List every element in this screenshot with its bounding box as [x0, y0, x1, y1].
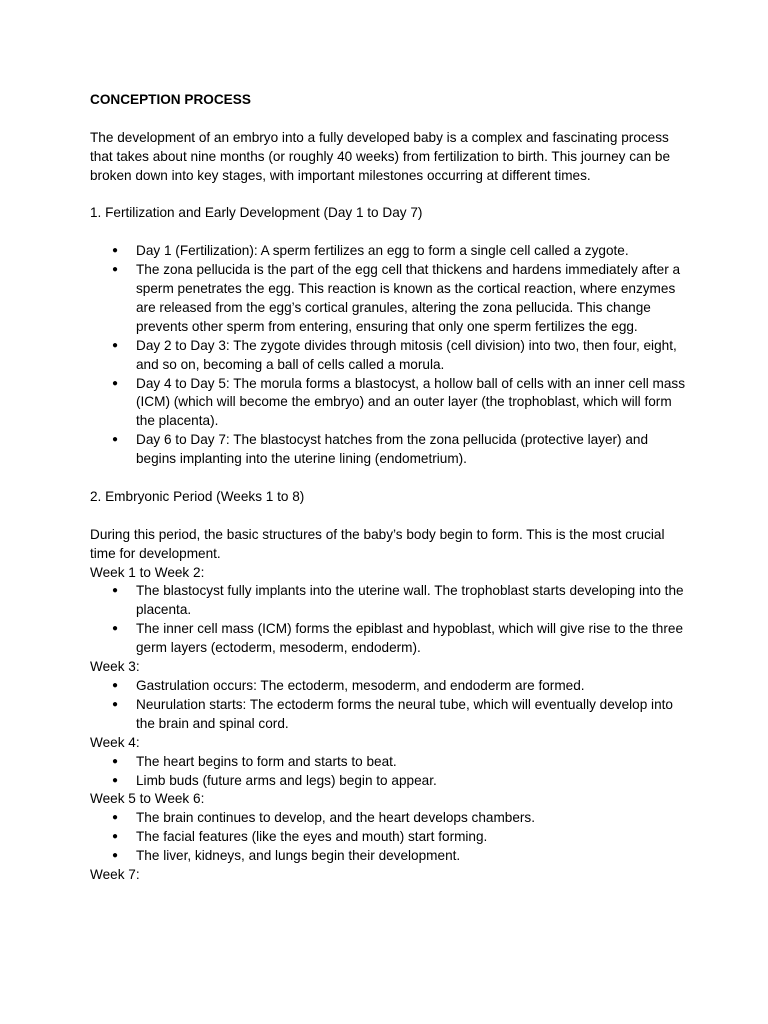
list-item: ● The liver, kidneys, and lungs begin their development.: [90, 847, 690, 866]
week-label: Week 4:: [90, 734, 140, 750]
list-item: ● Neurulation starts: The ectoderm forms the neural tube, which will eventually develop into the brain and spinal cord.: [90, 696, 690, 734]
week-label: Week 3:: [90, 659, 140, 675]
list-item: ● The heart begins to form and starts to beat.: [90, 753, 690, 772]
week-label: Week 7:: [90, 867, 140, 883]
list-item: ● Gastrulation occurs: The ectoderm, mesoderm, and endoderm are formed.: [90, 677, 690, 696]
week-list: [90, 753, 690, 791]
week-list: [90, 809, 690, 866]
week-list: [90, 582, 690, 658]
week-label: Week 5 to Week 6:: [90, 791, 205, 807]
section1-list: [90, 242, 690, 469]
list-item: ● Limb buds (future arms and legs) begin to appear.: [90, 772, 690, 791]
list-item: ● The facial features (like the eyes and mouth) start forming.: [90, 828, 690, 847]
week-list: [90, 677, 690, 734]
list-item: ● Day 6 to Day 7: The blastocyst hatches from the zona pellucida (protective layer) and begins implanting into the uterine lining (endometrium).: [90, 431, 690, 469]
section1-heading: 1. Fertilization and Early Development (Day 1 to Day 7): [90, 205, 423, 221]
intro-paragraph: The development of an embryo into a fully developed baby is a complex and fascinating process that takes about nine months (or roughly 40 weeks) from fertilization to birth. This journey can be broken down into key stages, with important milestones occurring at different times.: [90, 129, 671, 183]
section2-heading: 2. Embryonic Period (Weeks 1 to 8): [90, 488, 305, 504]
document-title: CONCEPTION PROCESS: [90, 92, 251, 107]
list-item: ● The brain continues to develop, and the heart develops chambers.: [90, 809, 690, 828]
section2-intro: During this period, the basic structures of the baby’s body begin to form. This is the most crucial time for development.: [90, 526, 665, 561]
list-item: ● The inner cell mass (ICM) forms the epiblast and hypoblast, which will give rise to the three germ layers (ectoderm, mesoderm, endoderm).: [90, 620, 690, 658]
list-item: ● Day 1 (Fertilization): A sperm fertilizes an egg to form a single cell called a zygote.: [90, 242, 690, 261]
list-item: ● The zona pellucida is the part of the egg cell that thickens and hardens immediately after a sperm penetrates the egg. This reaction is known as the cortical reaction, where enzymes are released from the egg’s cortical granules, altering the zona pellucida. This change prevents other sperm from entering, ensuring that only one sperm fertilizes the egg.: [90, 261, 690, 337]
list-item: ● The blastocyst fully implants into the uterine wall. The trophoblast starts developing into the placenta.: [90, 582, 690, 620]
list-item: ● Day 2 to Day 3: The zygote divides through mitosis (cell division) into two, then four, eight, and so on, becoming a ball of cells called a morula.: [90, 337, 690, 375]
document-page: [90, 91, 690, 885]
week-label: Week 1 to Week 2:: [90, 564, 205, 580]
list-item: ● Day 4 to Day 5: The morula forms a blastocyst, a hollow ball of cells with an inner cell mass (ICM) (which will become the embryo) and an outer layer (the trophoblast, which will form the placenta).: [90, 375, 690, 432]
